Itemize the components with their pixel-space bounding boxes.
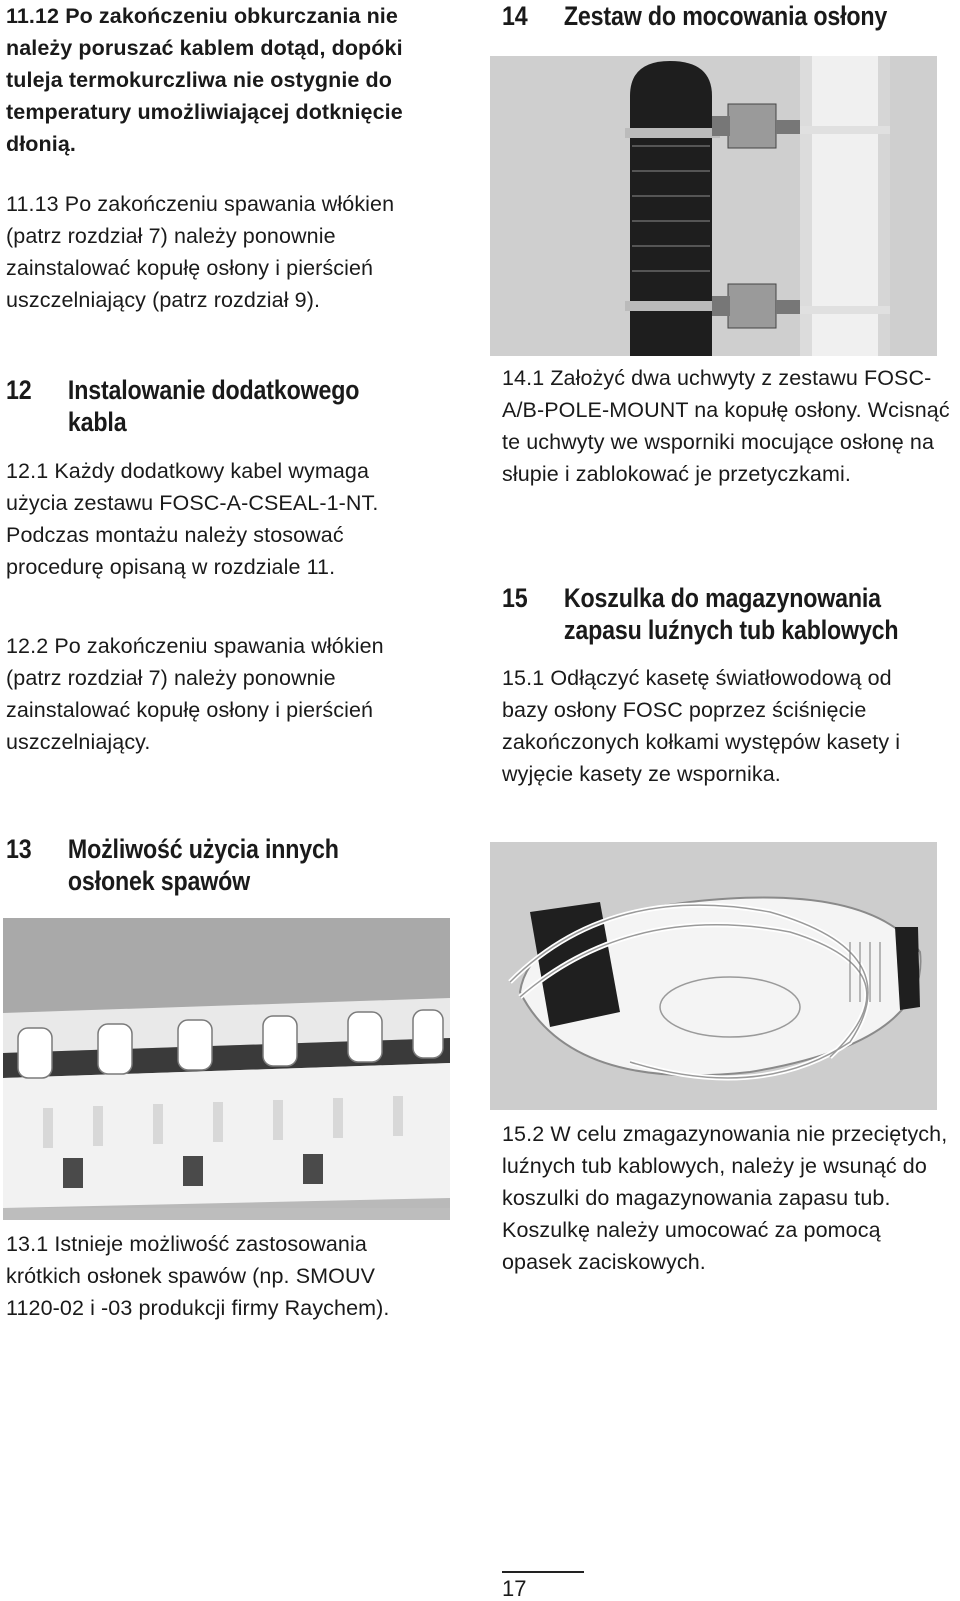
heading-number: 15 [502, 583, 528, 613]
heading-line2: kabla [67, 407, 127, 437]
paragraph-11-12: 11.12 Po zakończeniu obkurczania nie należy poruszać kablem dotąd, dopóki tuleja termokurczliwa nie ostygnie do temperatury umożliwiającej dotknięcie dłonią. [6, 4, 403, 156]
paragraph-11-13: 11.13 Po zakończeniu spawania włókien (patrz rozdział 7) należy ponownie zainstalować kopułę osłony i pierścień uszczelniający (patrz rozdział 9). [6, 192, 395, 312]
page-number: 17 [502, 1576, 527, 1601]
heading-number: 14 [502, 1, 528, 31]
heading-line2: zapasu luźnych tub kablowych [563, 615, 899, 645]
storage-sleeve-photo [490, 842, 937, 1110]
heading-line1: Zestaw do mocowania osłony [563, 1, 888, 31]
heading-section-13 [6, 833, 436, 897]
footer-rule [502, 1571, 584, 1573]
paragraph-15-1: 15.1 Odłączyć kasetę światłowodową od bazy osłony FOSC poprzez ściśnięcie zakończonych kołkami występów kasety i wyjęcie kasety ze wspornika. [502, 666, 901, 786]
heading-number: 13 [6, 834, 32, 864]
heading-line1: Możliwość użycia innych [67, 834, 339, 864]
heading-line2: osłonek spawów [67, 866, 251, 896]
paragraph-12-1: 12.1 Każdy dodatkowy kabel wymaga użycia zestawu FOSC-A-CSEAL-1-NT. Podczas montażu należy stosować procedurę opisaną w rozdziale 11. [6, 459, 379, 579]
paragraph-15-2: 15.2 W celu zmagazynowania nie przeciętych, luźnych tub kablowych, należy je wsunąć do koszulki do magazynowania zapasu tub. Koszulkę należy umocować za pomocą opasek zaciskowych. [502, 1122, 948, 1274]
splice-tray-photo [3, 918, 450, 1220]
heading-section-12 [6, 374, 436, 438]
paragraph-13-1: 13.1 Istnieje możliwość zastosowania krótkich osłonek spawów (np. SMOUV 1120-02 i -03 produkcji firmy Raychem). [6, 1232, 390, 1320]
paragraph-14-1: 14.1 Założyć dwa uchwyty z zestawu FOSC-A/B-POLE-MOUNT na kopułę osłony. Wcisnąć te uchwyty we wsporniki mocujące osłonę na słupie i zablokować je przetyczkami. [502, 366, 950, 486]
heading-line1: Instalowanie dodatkowego [67, 375, 360, 405]
heading-number: 12 [6, 375, 32, 405]
paragraph-12-2: 12.2 Po zakończeniu spawania włókien (patrz rozdział 7) należy ponownie zainstalować kopułę osłony i pierścień uszczelniający. [6, 634, 384, 754]
heading-section-15 [502, 582, 949, 646]
pole-mount-photo [490, 56, 937, 356]
heading-line1: Koszulka do magazynowania [563, 583, 881, 613]
heading-section-14 [502, 0, 949, 32]
